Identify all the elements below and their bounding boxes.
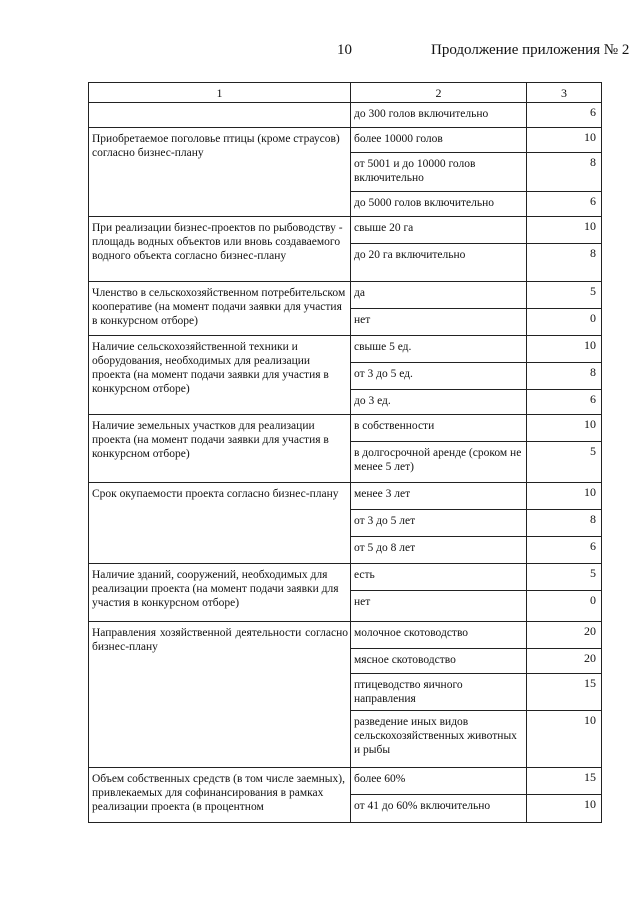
- criterion-cell: Наличие зданий, сооружений, необходимых для реализации проекта (на момент подачи заявки для участия в конкурсном отборе): [89, 564, 351, 622]
- option-cell: да: [351, 282, 527, 309]
- table-row: [89, 282, 602, 309]
- option-cell: мясное скотоводство: [351, 649, 527, 674]
- points-cell: 10: [527, 128, 602, 153]
- points-cell: 5: [527, 282, 602, 309]
- table-row: [89, 336, 602, 363]
- criterion-cell: Приобретаемое поголовье птицы (кроме страусов) согласно бизнес-плану: [89, 128, 351, 217]
- points-cell: 6: [527, 103, 602, 128]
- option-cell: свыше 20 га: [351, 217, 527, 244]
- option-cell: до 300 голов включительно: [351, 103, 527, 128]
- option-cell: более 60%: [351, 768, 527, 795]
- table-row: [89, 415, 602, 442]
- points-cell: 6: [527, 537, 602, 564]
- points-cell: 10: [527, 711, 602, 768]
- column-header-2: 2: [351, 83, 527, 103]
- table-row: [89, 768, 602, 795]
- points-cell: 6: [527, 192, 602, 217]
- table-row: [89, 128, 602, 153]
- option-cell: молочное скотоводство: [351, 622, 527, 649]
- option-cell: нет: [351, 591, 527, 622]
- option-cell: от 41 до 60% включительно: [351, 795, 527, 823]
- option-cell: менее 3 лет: [351, 483, 527, 510]
- table-header-row: [89, 83, 602, 103]
- points-cell: 8: [527, 363, 602, 390]
- column-header-3: 3: [527, 83, 602, 103]
- criterion-cell: Наличие земельных участков для реализации проекта (на момент подачи заявки для участия в конкурсном отборе): [89, 415, 351, 483]
- points-cell: 0: [527, 309, 602, 336]
- column-header-1: 1: [89, 83, 351, 103]
- table-row: [89, 217, 602, 244]
- criterion-cell: [89, 103, 351, 128]
- points-cell: 10: [527, 483, 602, 510]
- criterion-cell: Направления хозяйственной деятельности согласно бизнес-плану: [89, 622, 351, 768]
- criterion-cell: Членство в сельскохозяйственном потребительском кооперативе (на момент подачи заявки для участия в конкурсном отборе): [89, 282, 351, 336]
- option-cell: птицеводство яичного направления: [351, 674, 527, 711]
- points-cell: 5: [527, 564, 602, 591]
- table-row: [89, 483, 602, 510]
- option-cell: до 5000 голов включительно: [351, 192, 527, 217]
- option-cell: в долгосрочной аренде (сроком не менее 5 лет): [351, 442, 527, 483]
- points-cell: 6: [527, 390, 602, 415]
- points-cell: 5: [527, 442, 602, 483]
- points-cell: 10: [527, 217, 602, 244]
- appendix-continuation-label: Продолжение приложения № 2: [431, 42, 630, 58]
- points-cell: 8: [527, 153, 602, 192]
- option-cell: свыше 5 ед.: [351, 336, 527, 363]
- option-cell: от 5001 и до 10000 голов включительно: [351, 153, 527, 192]
- criterion-cell: Объем собственных средств (в том числе заемных), привлекаемых для софинансирования в рамках реализации проекта (в процентном: [89, 768, 351, 823]
- points-cell: 10: [527, 415, 602, 442]
- points-cell: 10: [527, 336, 602, 363]
- points-cell: 10: [527, 795, 602, 823]
- points-cell: 8: [527, 244, 602, 282]
- option-cell: разведение иных видов сельскохозяйственных животных и рыбы: [351, 711, 527, 768]
- points-cell: 20: [527, 649, 602, 674]
- table-row: [89, 622, 602, 649]
- option-cell: нет: [351, 309, 527, 336]
- criteria-table: [88, 82, 602, 823]
- option-cell: от 3 до 5 лет: [351, 510, 527, 537]
- criterion-cell: При реализации бизнес-проектов по рыбоводству - площадь водных объектов или вновь создаваемого водного объекта согласно бизнес-плану: [89, 217, 351, 282]
- option-cell: до 3 ед.: [351, 390, 527, 415]
- option-cell: от 3 до 5 ед.: [351, 363, 527, 390]
- points-cell: 8: [527, 510, 602, 537]
- points-cell: 15: [527, 768, 602, 795]
- option-cell: в собственности: [351, 415, 527, 442]
- option-cell: до 20 га включительно: [351, 244, 527, 282]
- page-number: 10: [337, 42, 352, 58]
- criterion-cell: Наличие сельскохозяйственной техники и оборудования, необходимых для реализации проекта (на момент подачи заявки для участия в конкурсном отборе): [89, 336, 351, 415]
- option-cell: есть: [351, 564, 527, 591]
- table-row: [89, 103, 602, 128]
- criterion-cell: Срок окупаемости проекта согласно бизнес-плану: [89, 483, 351, 564]
- option-cell: более 10000 голов: [351, 128, 527, 153]
- table-row: [89, 564, 602, 591]
- points-cell: 20: [527, 622, 602, 649]
- points-cell: 0: [527, 591, 602, 622]
- points-cell: 15: [527, 674, 602, 711]
- option-cell: от 5 до 8 лет: [351, 537, 527, 564]
